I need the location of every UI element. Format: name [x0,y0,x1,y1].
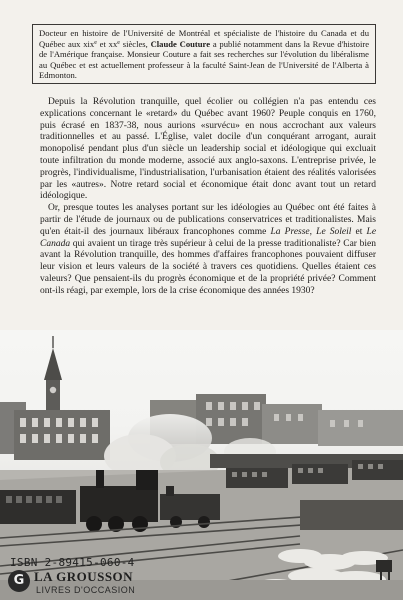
author-name: Claude Couture [150,38,211,49]
century-numeral: xx [108,38,118,49]
clock-tower [46,378,60,412]
bookseller-tagline: LIVRES D'OCCASION [36,585,136,595]
text: , [309,226,317,237]
bio-text: et [96,38,109,49]
blurb-paragraph-1: Depuis la Révolution tranquille, quel écolier ou collégien n'a pas entendu ces explications concernant le «retard» du Québec avant 1960? Peuple conquis en 1760, puis écrasé en 1837-38, nous aurions «survécu» en nous accrochant aux valeurs traditionnelles et au passé. L'Église, valet docile d'un conquérant arrogant, aurait monopolisé pendant plus d'un siècle un leadership social et idéologique qui excluait toute infiltration du monde moderne, associé aux anglo-saxons. L'entreprise privée, le progrès, l'individualisme, l'industrialisation, l'urbanisation étaient des réalités valorisées par les «autres». Notre retard social et économique était donc avant tout un retard idéologique. [40,97,376,202]
text: et [351,226,367,237]
newspaper-title: Le Soleil [316,226,352,237]
text: Or, presque toutes les analyses portant sur les idéologies au Québec ont été faites à partir de l'étude de journaux ou de publications conservatrices et traditionalistes. Mais qu'en était-il des journaux libéraux francophones comme [40,203,376,237]
blurb [40,97,376,298]
newspaper-title: Le Canada [40,226,377,249]
isbn-number: ISBN 2-89415-060-4 [10,556,135,569]
century-superscript: e [94,39,97,46]
passenger-car [0,490,76,524]
newspaper-title: La Presse [270,226,310,237]
author-bio-box [32,24,376,84]
text: qui avaient un tirage très supérieur à celui de la presse traditionaliste? Car bien avant la Révolution tranquille, des hommes d'affaires francophones pouvaient diffuser leur vision et leurs valeurs de la société à travers ces quotidiens. Quelles étaient ces valeurs? Que pensaient-ils du progrès économique et de la propriété privée? Comment ont-ils réagi, par exemple, lors de la crise économique des années 1930? [40,238,376,296]
bookseller-logo-icon: G [8,570,30,592]
century-superscript: e [117,39,120,46]
bio-text: a publié notamment dans la Revue d'histoire de l'Amérique française. Monsieur Couture a fait ses recherches sur l'évolution du libéralisme au Québec et est actuellement professeur à la faculté Saint-Jean de l'Université de l'Alberta à Edmonton. [39,38,370,81]
blurb-paragraph-2 [40,203,376,297]
bio-text: Docteur en histoire de l'Université de Montréal et spécialiste de l'histoire du Canada et du Québec aux [39,28,369,49]
century-numeral: xix [83,38,95,49]
bio-text: siècles, [119,38,151,49]
bookseller-name: LA GROUSSON [34,569,134,584]
